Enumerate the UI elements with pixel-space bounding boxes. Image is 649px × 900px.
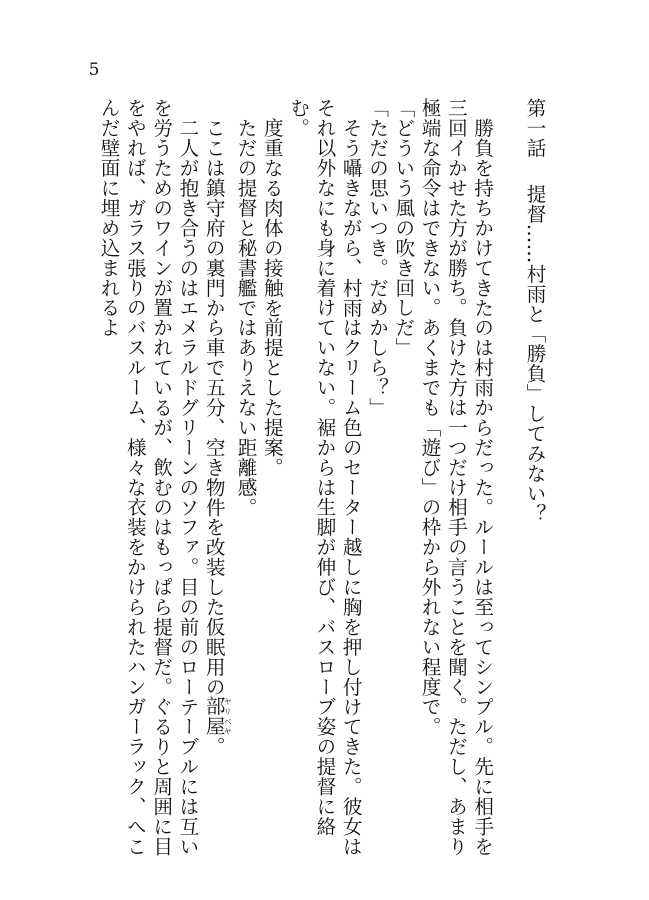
chapter-heading [521, 98, 547, 858]
paragraph-text-after: 。 [202, 736, 226, 757]
paragraph: 二人が抱き合うのはエメラルドグリーンのソファ。目の前のローテーブルには互いを労うためのワインが置かれているが、飲むのはもっぱら提督だ。ぐるりと周囲に目をやれば、ガラス張りのバスルーム、様々な衣装をかけられたハンガーラック、へこんだ壁面に埋め込まれるよ [97, 98, 199, 857]
page-number: 5 [88, 60, 100, 80]
paragraph: ただの提督と秘書艦ではありえない距離感。 [234, 117, 258, 517]
ruby-base: 部屋 [202, 696, 226, 737]
body-text [95, 98, 547, 858]
paragraph-with-ruby [200, 98, 232, 858]
dialogue-line: 「ただの思いつき。だめかしら？」 [365, 98, 389, 418]
chapter-title: 提督……村雨と「勝負」してみない？ [523, 183, 546, 523]
ruby-text: ヤリベヤ [223, 696, 233, 737]
ruby-annotation [202, 696, 233, 737]
chapter-label: 第一話 [523, 98, 546, 158]
dialogue-line: 「どういう風の吹き回しだ」 [391, 98, 415, 358]
paragraph: 勝負を持ちかけてきたのは村雨からだった。ルールは至ってシンプル。先に相手を三回イかせた方が勝ち。負けた方は一つだけ相手の言うことを聞く。ただし、あまり極端な命令はできない。あくまでも「遊び」の枠から外れない程度で。 [418, 98, 494, 857]
paragraph: 度重なる肉体の接触を前提とした提案。 [260, 117, 284, 477]
paragraph-text-before: ここは鎮守府の裏門から車で五分、空き物件を改装した仮眠用の [202, 117, 226, 697]
chapter-title-gap [534, 158, 535, 184]
paragraph: そう囁きながら、村雨はクリーム色のセーター越しに胸を押し付けてきた。彼女はそれ以外なにも身に着けていない。裾からは生脚が伸び、バスローブ姿の提督に絡む。 [286, 98, 363, 856]
